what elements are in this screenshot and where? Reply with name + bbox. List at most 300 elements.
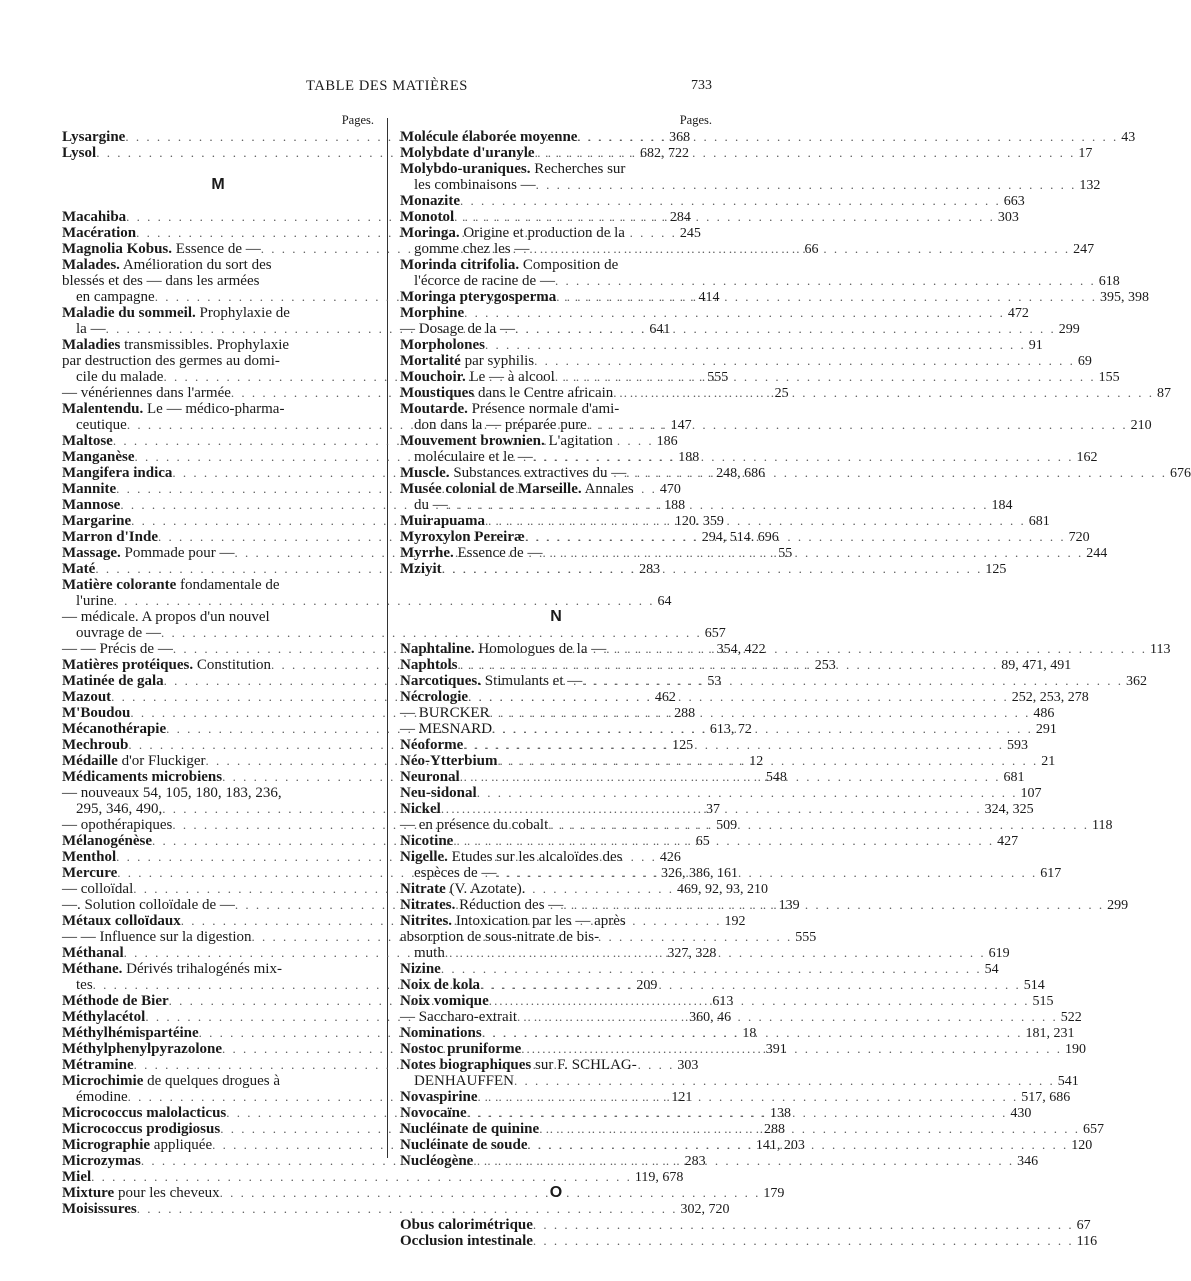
dot-leader: [468, 689, 1009, 705]
index-entry: [400, 449, 1098, 465]
entry-headword: Moutarde.: [400, 401, 468, 417]
page-refs: 541: [1057, 1074, 1079, 1089]
page-refs: 188: [678, 450, 700, 465]
entry-text: pour les cheveux: [114, 1185, 220, 1201]
dot-leader: [555, 369, 1096, 385]
entry-headword: Lysargine: [62, 129, 126, 145]
dot-leader: [533, 1233, 1074, 1249]
index-entry: [62, 1201, 730, 1217]
dot-leader: [563, 897, 1104, 913]
pages-label: Pages.: [341, 113, 374, 127]
entry-text: Présence normale d'ami-: [467, 401, 620, 417]
entry-label: [62, 289, 155, 305]
page-header: [62, 78, 712, 98]
section-letter: M: [211, 176, 225, 193]
index-entry: [62, 401, 374, 417]
entry-label: [400, 753, 497, 769]
entry-label: [62, 385, 231, 401]
entry-label: [62, 561, 95, 577]
page-refs: 253: [814, 658, 836, 673]
index-entry: [400, 961, 999, 977]
entry-label: [62, 641, 173, 657]
entry-label: [400, 929, 599, 945]
dot-leader: [587, 417, 1128, 433]
entry-label: [62, 1169, 91, 1185]
entry-text: Annales: [581, 481, 634, 497]
entry-headword: Nucléinate de soude: [400, 1137, 528, 1153]
entry-label: [400, 241, 529, 257]
entry-label: [62, 241, 261, 257]
dot-leader: [582, 673, 1123, 689]
entry-text: Réduction des —: [455, 897, 564, 913]
entry-headword: Méthane.: [62, 961, 123, 977]
entry-label: [62, 145, 96, 161]
page-refs: 426: [659, 850, 681, 865]
entry-label: [400, 945, 445, 961]
entry-label: [62, 1201, 137, 1217]
entry-headword: Mazout: [62, 689, 112, 705]
entry-text: l'urine: [76, 593, 114, 609]
index-entry: [400, 193, 1025, 209]
entry-headword: Massage.: [62, 545, 121, 561]
page-refs: 593: [1007, 738, 1029, 753]
running-title: TABLE DES MATIÈRES: [306, 78, 468, 94]
dot-leader: [536, 177, 1077, 193]
entry-text: de quelques drogues à: [143, 1073, 280, 1089]
entry-headword: Matières protéiques.: [62, 657, 194, 673]
entry-headword: Microchimie: [62, 1073, 144, 1089]
blank-line: [400, 577, 712, 593]
pages-label: Pages.: [679, 113, 712, 127]
index-entry: [400, 737, 1029, 753]
entry-headword: Menthol: [62, 849, 117, 865]
entry-text: la —: [76, 321, 106, 337]
page-refs: 209: [636, 978, 658, 993]
entry-label: [62, 689, 111, 705]
entry-text: ceutique: [76, 417, 127, 433]
entry-headword: Nitrites.: [400, 913, 453, 929]
dot-leader: [514, 1073, 1055, 1089]
entry-label: [62, 705, 130, 721]
entry-headword: Néo-Ytterbium: [400, 753, 498, 769]
entry-headword: Maladies: [62, 337, 121, 353]
entry-headword: Malentendu.: [62, 401, 144, 417]
entry-headword: Margarine: [62, 513, 132, 529]
page-refs: 53: [707, 674, 722, 689]
entry-label: [62, 417, 127, 433]
index-entry: [400, 689, 1089, 705]
entry-label: [400, 257, 618, 273]
entry-headword: Mécanothérapie: [62, 721, 167, 737]
entry-label: [62, 529, 158, 545]
index-entry: [400, 433, 712, 449]
entry-text: — BURCKER: [400, 705, 490, 721]
entry-label: [400, 689, 468, 705]
page-refs: 327, 328: [667, 946, 717, 961]
entry-text: dans le Centre africain: [474, 385, 614, 401]
index-entry: [400, 337, 1043, 353]
entry-label: [400, 1153, 473, 1169]
dot-leader: [485, 337, 1026, 353]
index-entry: [400, 305, 1029, 321]
entry-headword: Noix vomique: [400, 993, 489, 1009]
dot-leader: [453, 833, 994, 849]
page-refs: 663: [1003, 194, 1025, 209]
index-entry: [62, 625, 726, 641]
entry-text: Le — médico-pharma-: [143, 401, 285, 417]
entry-label: [400, 1009, 517, 1025]
blank-line: [400, 1201, 712, 1217]
entry-label: [62, 769, 222, 785]
page-refs: 66: [804, 242, 819, 257]
dot-leader: [534, 353, 1075, 369]
entry-label: [62, 881, 133, 897]
page-refs: 326, 386, 161: [661, 866, 738, 881]
entry-label: [400, 177, 536, 193]
dot-leader: [535, 145, 1076, 161]
entry-headword: Nigelle.: [400, 849, 448, 865]
entry-text: sur F. SCHLAG-: [531, 1057, 637, 1073]
entry-label: [400, 993, 489, 1009]
page-refs: 147: [670, 418, 692, 433]
entry-text: 295, 346, 490,: [76, 801, 163, 817]
entry-label: [62, 785, 282, 801]
page-refs: 120: [1071, 1138, 1093, 1153]
entry-text: — — Précis de —: [62, 641, 173, 657]
entry-text: Homologues de la —: [474, 641, 607, 657]
page-refs: 120. 359: [674, 514, 724, 529]
page-refs: 354, 422: [716, 642, 766, 657]
entry-headword: Médaille: [62, 753, 118, 769]
entry-headword: Monazite: [400, 193, 460, 209]
page-refs: 188: [664, 498, 686, 513]
entry-headword: Molybdo-uraniques.: [400, 161, 531, 177]
entry-headword: Myroxylon Pereiræ: [400, 529, 525, 545]
index-entry: [400, 481, 712, 497]
entry-text: muth: [414, 945, 445, 961]
page-refs: 67: [1076, 1218, 1091, 1233]
page-refs: 155: [1098, 370, 1120, 385]
dot-leader: [496, 865, 1037, 881]
index-entry: [400, 785, 1042, 801]
entry-label: [62, 817, 172, 833]
entry-text: — colloïdal: [62, 881, 134, 897]
entry-label: [62, 577, 280, 593]
page-refs: 469, 92, 93, 210: [677, 882, 768, 897]
entry-label: [400, 977, 480, 993]
index-entry: [62, 577, 374, 593]
entry-label: [400, 657, 458, 673]
page-refs: 324, 325: [984, 802, 1034, 817]
entry-label: [400, 561, 442, 577]
entry-label: [62, 1025, 199, 1041]
entry-headword: Morpholones: [400, 337, 486, 353]
index-entry: [62, 785, 374, 801]
entry-label: [400, 353, 534, 369]
dot-leader: [556, 289, 1097, 305]
entry-headword: Mannose: [62, 497, 121, 513]
entry-label: [400, 817, 548, 833]
index-entry: [400, 161, 712, 177]
dot-leader: [445, 945, 986, 961]
dot-leader: [492, 721, 1033, 737]
entry-label: [400, 913, 626, 929]
dot-leader: [490, 705, 1031, 721]
entry-text: en campagne: [76, 289, 155, 305]
entry-headword: Naphtaline.: [400, 641, 475, 657]
entry-text: d'or Fluckiger: [117, 753, 206, 769]
entry-label: [400, 1041, 521, 1057]
entry-headword: Métaux colloïdaux: [62, 913, 181, 929]
entry-label: [400, 193, 460, 209]
entry-label: [62, 865, 117, 881]
entry-label: [62, 657, 271, 673]
page-refs: 138: [770, 1106, 792, 1121]
index-entry: [62, 609, 374, 625]
index-entry: [62, 305, 374, 321]
page-refs: 555: [795, 930, 817, 945]
dot-leader: [515, 321, 1056, 337]
entry-text: blessés et des — dans les armées: [62, 273, 260, 289]
entry-label: [400, 497, 448, 513]
entry-headword: Micrographie: [62, 1137, 151, 1153]
page-refs: 118: [1092, 818, 1113, 833]
entry-label: [62, 897, 235, 913]
entry-label: [62, 913, 181, 929]
entry-headword: Nitrates.: [400, 897, 456, 913]
page-refs: 462: [654, 690, 676, 705]
page-refs: 21: [1041, 754, 1056, 769]
entry-label: [62, 1153, 141, 1169]
entry-headword: Lysol: [62, 145, 97, 161]
entry-headword: Malades.: [62, 257, 120, 273]
page-refs: 65: [695, 834, 710, 849]
entry-text: absorption de sous-nitrate de bis-: [400, 929, 600, 945]
index-entry: [400, 913, 712, 929]
entry-headword: Mziyit: [400, 561, 442, 577]
page-refs: 141, 203: [755, 1138, 805, 1153]
index-entry: [400, 225, 712, 241]
entry-label: [400, 897, 563, 913]
entry-headword: Nitrate: [400, 881, 446, 897]
entry-label: [400, 369, 555, 385]
entry-headword: Matière colorante: [62, 577, 177, 593]
index-entry: [400, 353, 1092, 369]
blank-line: [400, 593, 712, 609]
entry-text: Essence de —: [453, 545, 543, 561]
entry-label: [400, 1217, 533, 1233]
entry-label: [400, 529, 525, 545]
entry-label: [62, 337, 289, 353]
page-refs: 244: [1086, 546, 1108, 561]
entry-label: [400, 289, 556, 305]
index-entry: [400, 1089, 1071, 1105]
entry-headword: Nucléinate de quinine: [400, 1121, 540, 1137]
entry-label: [62, 1137, 212, 1153]
entry-label: [400, 1121, 539, 1137]
page-refs: 116: [1076, 1234, 1098, 1249]
entry-text: du —: [414, 497, 448, 513]
dot-leader: [517, 1009, 1058, 1025]
entry-label: [400, 481, 634, 497]
entry-headword: Mortalité: [400, 353, 461, 369]
page-refs: 192: [724, 914, 746, 929]
dot-leader: [460, 769, 1001, 785]
entry-headword: Molybdate d'uranyle: [400, 145, 535, 161]
entry-headword: Obus calorimétrique: [400, 1217, 533, 1233]
blank-line: [62, 193, 374, 209]
entry-headword: Nizine: [400, 961, 441, 977]
entry-text: fondamentale de: [176, 577, 280, 593]
entry-headword: Novaspirine: [400, 1089, 478, 1105]
entry-label: [400, 705, 490, 721]
entry-label: [400, 881, 526, 897]
entry-label: [400, 433, 613, 449]
page-refs: 181, 231: [1025, 1026, 1075, 1041]
page-refs: 368: [669, 130, 691, 145]
dot-leader: [606, 641, 1147, 657]
entry-headword: Microzymas: [62, 1153, 141, 1169]
dot-leader: [497, 753, 1038, 769]
blank-line: [400, 625, 712, 641]
page-refs: 64: [657, 594, 672, 609]
entry-label: [400, 161, 625, 177]
entry-text: Constitution: [193, 657, 272, 673]
entry-text: Dérivés trihalogénés mix-: [122, 961, 282, 977]
entry-label: [62, 497, 120, 513]
index-entry: [400, 561, 1007, 577]
page-refs: 360, 46: [689, 1010, 732, 1025]
entry-text: — nouveaux 54, 105, 180, 183, 236,: [62, 785, 282, 801]
entry-headword: Magnolia Kobus.: [62, 241, 173, 257]
page-refs: 252, 253, 278: [1011, 690, 1089, 705]
page-refs: 641: [649, 322, 671, 337]
entry-label: [400, 849, 622, 865]
entry-text: — médicale. A propos d'un nouvel: [62, 609, 270, 625]
entry-headword: Naphtols: [400, 657, 458, 673]
dot-leader: [463, 737, 1004, 753]
dot-leader: [441, 961, 982, 977]
entry-label: [62, 465, 172, 481]
index-entry: [400, 497, 1013, 513]
entry-text: appliquée: [150, 1137, 213, 1153]
entry-headword: Manganèse: [62, 449, 135, 465]
page-refs: 125: [672, 738, 694, 753]
page-refs: 294, 514. 696: [701, 530, 779, 545]
entry-label: [62, 801, 162, 817]
entry-headword: Moringa.: [400, 225, 460, 241]
entry-headword: Macération: [62, 225, 137, 241]
entry-text: émodine: [76, 1089, 128, 1105]
index-entry: [62, 257, 374, 273]
entry-headword: Morphine: [400, 305, 465, 321]
page-refs: 37: [706, 802, 720, 817]
entry-label: [62, 1041, 222, 1057]
index-entry: [400, 1009, 1082, 1025]
page-refs: 346: [1017, 1154, 1039, 1169]
index-entry: [62, 337, 374, 353]
page-refs: 210: [1130, 418, 1152, 433]
index-entry: [400, 1217, 1091, 1233]
entry-headword: Méthylhémispartéine: [62, 1025, 199, 1041]
page-refs: 613: [712, 994, 734, 1009]
entry-text: transmissibles. Prophylaxie: [120, 337, 290, 353]
page-refs: 682, 722: [639, 146, 689, 161]
entry-label: [400, 225, 625, 241]
index-entry: [400, 865, 1062, 881]
entry-text: espèces de —: [414, 865, 497, 881]
index-entry: [400, 401, 712, 417]
entry-headword: Nostoc pruniforme: [400, 1041, 522, 1057]
page-refs: 486: [1033, 706, 1055, 721]
page-refs: 291: [1035, 722, 1057, 737]
dot-leader: [442, 561, 983, 577]
dot-leader: [467, 1105, 1008, 1121]
entry-label: [62, 929, 252, 945]
page-refs: 303: [997, 210, 1019, 225]
entry-headword: Neu-sidonal: [400, 785, 477, 801]
page-refs: 283: [684, 1154, 706, 1169]
entry-headword: Mercure: [62, 865, 118, 881]
entry-headword: Micrococcus prodigiosus: [62, 1121, 221, 1137]
entry-label: [400, 209, 454, 225]
section-letter: N: [550, 608, 562, 625]
entry-headword: Noix de kola: [400, 977, 481, 993]
entry-label: [62, 1089, 128, 1105]
index-entry: [400, 1025, 1075, 1041]
dot-leader: [441, 801, 982, 817]
entry-label: [62, 993, 169, 1009]
index-entry: [400, 929, 712, 945]
index-entry: [400, 881, 712, 897]
entry-label: [400, 449, 533, 465]
dot-leader: [460, 193, 1001, 209]
entry-label: [62, 273, 259, 289]
entry-label: [62, 1073, 280, 1089]
entry-headword: Méthylacétol: [62, 1009, 146, 1025]
entry-label: [62, 401, 284, 417]
entry-label: [62, 225, 136, 241]
entry-text: — Dosage de la —: [400, 321, 515, 337]
index-entry: [400, 129, 1136, 145]
entry-text: —. Solution colloïdale de —: [62, 897, 235, 913]
entry-text: don dans la — préparée pure: [414, 417, 587, 433]
entry-label: [62, 753, 206, 769]
dot-leader: [528, 1137, 1069, 1153]
entry-headword: Marron d'Inde: [62, 529, 158, 545]
entry-label: [62, 305, 290, 321]
index-entry: [62, 593, 672, 609]
entry-label: [62, 961, 282, 977]
entry-label: [62, 945, 124, 961]
entry-label: [400, 465, 626, 481]
dot-leader: [478, 1089, 1019, 1105]
page-refs: 91: [1028, 338, 1043, 353]
entry-label: [62, 545, 235, 561]
page-refs: 284: [669, 210, 691, 225]
entry-headword: Néoforme: [400, 737, 464, 753]
entry-headword: Maladie du sommeil.: [62, 305, 196, 321]
entry-text: ouvrage de —: [76, 625, 161, 641]
entry-label: [62, 609, 270, 625]
page-refs: 681: [1028, 514, 1050, 529]
page-refs: 288: [763, 1122, 785, 1137]
entry-headword: Macahiba: [62, 209, 127, 225]
index-entry: [62, 1169, 684, 1185]
entry-label: [400, 273, 555, 289]
entry-text: Composition de: [519, 257, 619, 273]
index-entry: [62, 961, 374, 977]
